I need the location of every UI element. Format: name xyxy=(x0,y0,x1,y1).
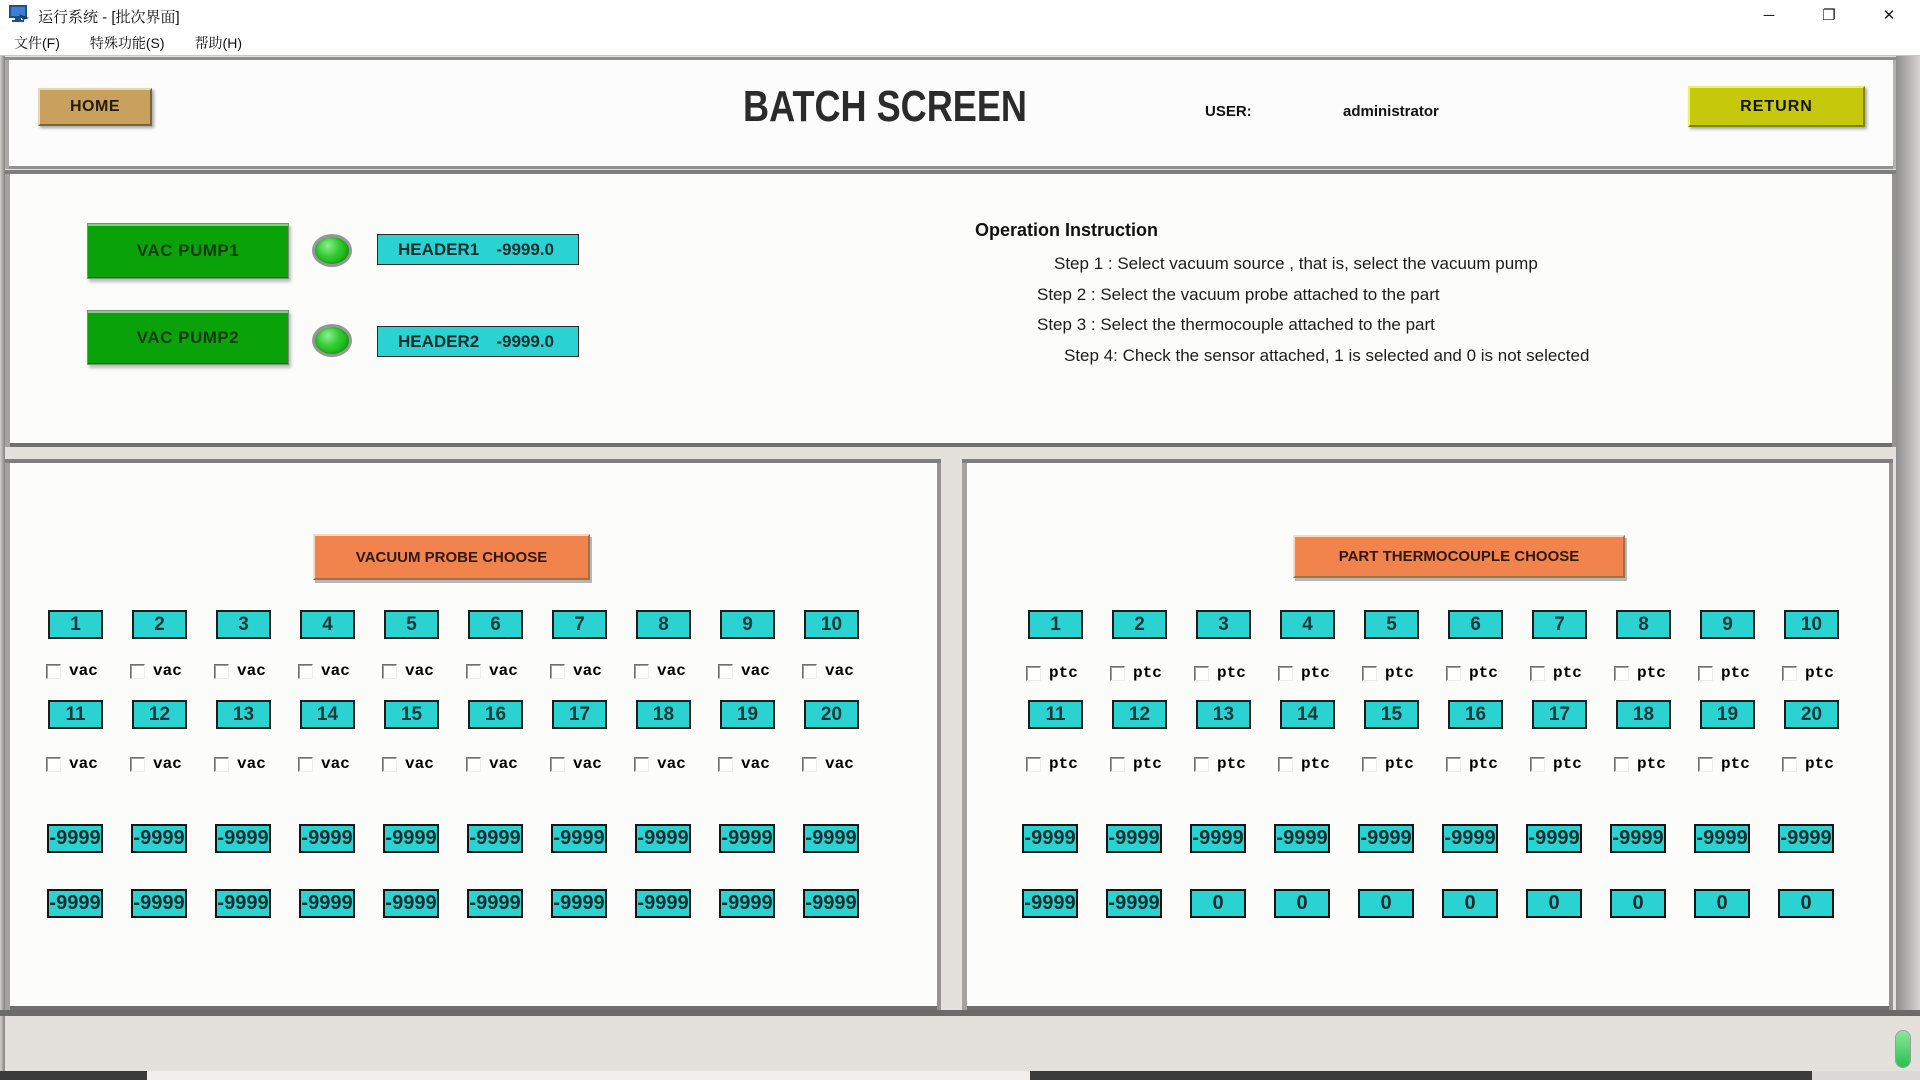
checkbox-label: vac xyxy=(69,755,98,773)
tc-number-row-1 xyxy=(1028,610,1839,639)
value-display: -9999 xyxy=(551,824,607,853)
channel-number-box: 18 xyxy=(636,700,691,729)
channel-number-box: 5 xyxy=(384,610,439,639)
panel-bottom-edge xyxy=(0,1010,1920,1016)
value-display: -9999 xyxy=(47,824,103,853)
sensor-checkbox[interactable] xyxy=(634,664,649,679)
pump1-status-led xyxy=(315,237,349,264)
sensor-checkbox-cell xyxy=(1782,755,1837,773)
vacuum-probe-panel xyxy=(5,459,941,1010)
checkbox-label: ptc xyxy=(1553,755,1582,773)
value-display: -9999 xyxy=(1358,824,1414,853)
vac-pump2-button[interactable]: VAC PUMP2 xyxy=(87,310,289,365)
value-display: -9999 xyxy=(1022,889,1078,918)
sensor-checkbox-cell xyxy=(46,755,101,773)
channel-number-box: 9 xyxy=(720,610,775,639)
sensor-checkbox-cell xyxy=(1026,664,1081,682)
sensor-checkbox[interactable] xyxy=(1194,666,1209,681)
sensor-checkbox[interactable] xyxy=(1614,757,1629,772)
checkbox-label: ptc xyxy=(1805,755,1834,773)
value-display: 0 xyxy=(1610,889,1666,918)
channel-number-box: 19 xyxy=(720,700,775,729)
tc-value-row-2 xyxy=(1022,889,1834,918)
checkbox-label: vac xyxy=(489,662,518,680)
value-display: -9999 xyxy=(1778,824,1834,853)
home-button[interactable]: HOME xyxy=(38,88,152,126)
sensor-checkbox[interactable] xyxy=(130,757,145,772)
value-display: -9999 xyxy=(1610,824,1666,853)
probe-value-row-2 xyxy=(47,889,859,918)
checkbox-label: ptc xyxy=(1553,664,1582,682)
sensor-checkbox[interactable] xyxy=(214,664,229,679)
sensor-checkbox-cell xyxy=(1614,755,1669,773)
channel-number-box: 18 xyxy=(1616,700,1671,729)
channel-number-box: 16 xyxy=(1448,700,1503,729)
sensor-checkbox-cell xyxy=(550,662,605,680)
channel-number-box: 3 xyxy=(1196,610,1251,639)
channel-number-box: 20 xyxy=(804,700,859,729)
channel-number-box: 4 xyxy=(1280,610,1335,639)
channel-number-box: 1 xyxy=(48,610,103,639)
return-button[interactable]: RETURN xyxy=(1688,86,1865,127)
sensor-checkbox-cell xyxy=(214,755,269,773)
checkbox-label: ptc xyxy=(1133,664,1162,682)
value-display: -9999 xyxy=(299,889,355,918)
sensor-checkbox-cell xyxy=(1194,755,1249,773)
sensor-checkbox-cell xyxy=(130,662,185,680)
sensor-checkbox[interactable] xyxy=(1278,666,1293,681)
value-display: -9999 xyxy=(131,824,187,853)
sensor-checkbox-cell xyxy=(298,662,353,680)
scrollbar-corner xyxy=(1812,1071,1920,1080)
channel-number-box: 12 xyxy=(132,700,187,729)
channel-number-box: 2 xyxy=(1112,610,1167,639)
checkbox-label: ptc xyxy=(1469,664,1498,682)
value-display: -9999 xyxy=(1694,824,1750,853)
sensor-checkbox-cell xyxy=(466,662,521,680)
checkbox-label: vac xyxy=(825,755,854,773)
menu-file[interactable]: 文件(F) xyxy=(14,34,60,51)
channel-number-box: 20 xyxy=(1784,700,1839,729)
sensor-checkbox[interactable] xyxy=(1698,666,1713,681)
value-display: -9999 xyxy=(803,824,859,853)
checkbox-label: vac xyxy=(741,662,770,680)
menu-help[interactable]: 帮助(H) xyxy=(194,34,242,51)
checkbox-label: ptc xyxy=(1217,664,1246,682)
probe-number-row-1 xyxy=(48,610,859,639)
channel-number-box: 6 xyxy=(468,610,523,639)
sensor-checkbox[interactable] xyxy=(1782,757,1797,772)
checkbox-label: ptc xyxy=(1721,664,1750,682)
value-display: 0 xyxy=(1274,889,1330,918)
value-display: -9999 xyxy=(1106,824,1162,853)
value-display: -9999 xyxy=(383,889,439,918)
value-display: 0 xyxy=(1778,889,1834,918)
sensor-checkbox-cell xyxy=(718,755,773,773)
checkbox-label: vac xyxy=(825,662,854,680)
tc-number-row-2 xyxy=(1028,700,1839,729)
sensor-checkbox-cell xyxy=(1614,664,1669,682)
thermocouple-panel xyxy=(962,459,1893,1010)
value-display: -9999 xyxy=(467,824,523,853)
value-display: -9999 xyxy=(551,889,607,918)
checkbox-label: vac xyxy=(405,662,434,680)
value-display: -9999 xyxy=(131,889,187,918)
checkbox-label: vac xyxy=(573,662,602,680)
sensor-checkbox-cell xyxy=(802,755,857,773)
checkbox-label: vac xyxy=(69,662,98,680)
sensor-checkbox-cell xyxy=(214,662,269,680)
checkbox-label: ptc xyxy=(1049,664,1078,682)
channel-number-box: 11 xyxy=(1028,700,1083,729)
channel-number-box: 17 xyxy=(1532,700,1587,729)
sensor-checkbox[interactable] xyxy=(1110,666,1125,681)
value-display: -9999 xyxy=(1526,824,1582,853)
channel-number-box: 5 xyxy=(1364,610,1419,639)
header2-display xyxy=(377,326,579,357)
channel-number-box: 8 xyxy=(1616,610,1671,639)
instruction-step-4: Step 4: Check the sensor attached, 1 is selected and 0 is not selected xyxy=(1064,346,1590,365)
value-display: -9999 xyxy=(635,824,691,853)
sensor-checkbox-cell xyxy=(1110,755,1165,773)
sensor-checkbox[interactable] xyxy=(802,664,817,679)
sensor-checkbox[interactable] xyxy=(214,757,229,772)
page-title: BATCH SCREEN xyxy=(743,82,1027,131)
checkbox-label: ptc xyxy=(1385,664,1414,682)
channel-number-box: 2 xyxy=(132,610,187,639)
value-display: -9999 xyxy=(215,824,271,853)
header1-label: HEADER1 xyxy=(398,239,480,259)
channel-number-box: 12 xyxy=(1112,700,1167,729)
channel-number-box: 11 xyxy=(48,700,103,729)
sensor-checkbox[interactable] xyxy=(466,757,481,772)
sensor-checkbox-cell xyxy=(634,662,689,680)
sensor-checkbox-cell xyxy=(1110,664,1165,682)
instruction-step-2: Step 2 : Select the vacuum probe attached to the part xyxy=(1037,285,1440,304)
header1-value: -9999.0 xyxy=(496,239,554,259)
channel-number-box: 10 xyxy=(1784,610,1839,639)
probe-checkbox-row-1 xyxy=(46,662,857,680)
sensor-checkbox[interactable] xyxy=(1362,666,1377,681)
sensor-checkbox[interactable] xyxy=(382,664,397,679)
sensor-checkbox[interactable] xyxy=(1446,757,1461,772)
checkbox-label: vac xyxy=(153,662,182,680)
header1-display xyxy=(377,234,579,265)
sensor-checkbox-cell xyxy=(1530,755,1585,773)
sensor-checkbox[interactable] xyxy=(550,664,565,679)
channel-number-box: 19 xyxy=(1700,700,1755,729)
channel-number-box: 13 xyxy=(1196,700,1251,729)
header-band xyxy=(5,57,1896,169)
channel-number-box: 15 xyxy=(384,700,439,729)
instruction-step-1: Step 1 : Select vacuum source , that is, select the vacuum pump xyxy=(1054,254,1538,273)
channel-number-box: 7 xyxy=(1532,610,1587,639)
checkbox-label: ptc xyxy=(1469,755,1498,773)
sensor-checkbox-cell xyxy=(718,662,773,680)
channel-number-box: 15 xyxy=(1364,700,1419,729)
sensor-checkbox[interactable] xyxy=(298,757,313,772)
sensor-checkbox[interactable] xyxy=(802,757,817,772)
sensor-checkbox[interactable] xyxy=(466,664,481,679)
value-display: 0 xyxy=(1694,889,1750,918)
checkbox-label: vac xyxy=(657,662,686,680)
channel-number-box: 1 xyxy=(1028,610,1083,639)
sensor-checkbox-cell xyxy=(1278,755,1333,773)
checkbox-label: vac xyxy=(237,755,266,773)
restore-button[interactable]: ❐ xyxy=(1822,7,1836,24)
sensor-checkbox[interactable] xyxy=(1026,666,1041,681)
window-titlebar xyxy=(0,0,1920,31)
sensor-checkbox-cell xyxy=(1446,755,1501,773)
minimize-button[interactable]: ─ xyxy=(1763,6,1775,24)
checkbox-label: vac xyxy=(657,755,686,773)
value-display: -9999 xyxy=(1442,824,1498,853)
part-thermocouple-choose-button[interactable]: PART THERMOCOUPLE CHOOSE xyxy=(1293,535,1625,578)
instructions-title: Operation Instruction xyxy=(975,220,1159,240)
checkbox-label: ptc xyxy=(1049,755,1078,773)
value-display: -9999 xyxy=(383,824,439,853)
user-value: administrator xyxy=(1343,103,1439,120)
checkbox-label: vac xyxy=(573,755,602,773)
tc-checkbox-row-1 xyxy=(1026,664,1837,682)
sensor-checkbox[interactable] xyxy=(46,664,61,679)
checkbox-label: ptc xyxy=(1637,664,1666,682)
sensor-checkbox[interactable] xyxy=(382,757,397,772)
vac-pump1-button[interactable]: VAC PUMP1 xyxy=(87,223,289,279)
sensor-checkbox-cell xyxy=(1194,664,1249,682)
channel-number-box: 13 xyxy=(216,700,271,729)
value-display: -9999 xyxy=(299,824,355,853)
value-display: 0 xyxy=(1526,889,1582,918)
sensor-checkbox[interactable] xyxy=(1446,666,1461,681)
vertical-scrollbar-thumb[interactable] xyxy=(1896,1031,1910,1067)
value-display: 0 xyxy=(1190,889,1246,918)
sensor-checkbox-cell xyxy=(634,755,689,773)
app-icon xyxy=(9,5,31,25)
value-display: -9999 xyxy=(635,889,691,918)
sensor-checkbox[interactable] xyxy=(1362,757,1377,772)
sensor-checkbox[interactable] xyxy=(634,757,649,772)
value-display: 0 xyxy=(1358,889,1414,918)
sensor-checkbox-cell xyxy=(1698,664,1753,682)
sensor-checkbox-cell xyxy=(1782,664,1837,682)
value-display: -9999 xyxy=(467,889,523,918)
sensor-checkbox[interactable] xyxy=(718,664,733,679)
menubar xyxy=(0,30,1920,56)
probe-checkbox-row-2 xyxy=(46,755,857,773)
channel-number-box: 9 xyxy=(1700,610,1755,639)
probe-value-row-1 xyxy=(47,824,859,853)
checkbox-label: vac xyxy=(741,755,770,773)
value-display: -9999 xyxy=(1022,824,1078,853)
sensor-checkbox[interactable] xyxy=(1278,757,1293,772)
sensor-checkbox[interactable] xyxy=(718,757,733,772)
value-display: -9999 xyxy=(719,889,775,918)
close-button[interactable]: ✕ xyxy=(1882,7,1896,24)
checkbox-label: vac xyxy=(237,662,266,680)
channel-number-box: 6 xyxy=(1448,610,1503,639)
channel-number-box: 8 xyxy=(636,610,691,639)
sensor-checkbox-cell xyxy=(46,662,101,680)
channel-number-box: 17 xyxy=(552,700,607,729)
pump2-status-led xyxy=(315,327,349,354)
sensor-checkbox-cell xyxy=(1698,755,1753,773)
right-bevel xyxy=(1896,56,1920,1010)
vacuum-probe-choose-button[interactable]: VACUUM PROBE CHOOSE xyxy=(313,534,590,580)
horizontal-scrollbar-thumb[interactable] xyxy=(147,1071,1030,1080)
sensor-checkbox[interactable] xyxy=(1614,666,1629,681)
sensor-checkbox-cell xyxy=(382,662,437,680)
sensor-checkbox[interactable] xyxy=(1110,757,1125,772)
tc-checkbox-row-2 xyxy=(1026,755,1837,773)
sensor-checkbox-cell xyxy=(298,755,353,773)
sensor-checkbox-cell xyxy=(550,755,605,773)
sensor-checkbox[interactable] xyxy=(1698,757,1713,772)
sensor-checkbox-cell xyxy=(130,755,185,773)
value-display: -9999 xyxy=(1274,824,1330,853)
checkbox-label: ptc xyxy=(1301,755,1330,773)
checkbox-label: vac xyxy=(153,755,182,773)
pump-selection-panel xyxy=(5,170,1896,447)
probe-number-row-2 xyxy=(48,700,859,729)
checkbox-label: ptc xyxy=(1301,664,1330,682)
channel-number-box: 3 xyxy=(216,610,271,639)
sensor-checkbox-cell xyxy=(1362,664,1417,682)
sensor-checkbox-cell xyxy=(1362,755,1417,773)
checkbox-label: vac xyxy=(321,662,350,680)
user-label: USER: xyxy=(1205,103,1252,120)
channel-number-box: 14 xyxy=(300,700,355,729)
sensor-checkbox[interactable] xyxy=(1530,757,1545,772)
channel-number-box: 10 xyxy=(804,610,859,639)
sensor-checkbox[interactable] xyxy=(550,757,565,772)
sensor-checkbox-cell xyxy=(802,662,857,680)
channel-number-box: 14 xyxy=(1280,700,1335,729)
sensor-checkbox-cell xyxy=(1530,664,1585,682)
sensor-checkbox-cell xyxy=(1278,664,1333,682)
sensor-checkbox-cell xyxy=(1026,755,1081,773)
tc-value-row-1 xyxy=(1022,824,1834,853)
channel-number-box: 4 xyxy=(300,610,355,639)
header2-value: -9999.0 xyxy=(496,331,554,351)
checkbox-label: ptc xyxy=(1637,755,1666,773)
checkbox-label: vac xyxy=(405,755,434,773)
sensor-checkbox[interactable] xyxy=(1026,757,1041,772)
channel-number-box: 7 xyxy=(552,610,607,639)
sensor-checkbox[interactable] xyxy=(1782,666,1797,681)
value-display: -9999 xyxy=(215,889,271,918)
checkbox-label: ptc xyxy=(1133,755,1162,773)
channel-number-box: 16 xyxy=(468,700,523,729)
checkbox-label: vac xyxy=(321,755,350,773)
sensor-checkbox[interactable] xyxy=(130,664,145,679)
menu-special-functions[interactable]: 特殊功能(S) xyxy=(89,34,165,51)
checkbox-label: ptc xyxy=(1805,664,1834,682)
sensor-checkbox[interactable] xyxy=(1530,666,1545,681)
value-display: -9999 xyxy=(1190,824,1246,853)
sensor-checkbox-cell xyxy=(382,755,437,773)
value-display: -9999 xyxy=(719,824,775,853)
checkbox-label: vac xyxy=(489,755,518,773)
sensor-checkbox[interactable] xyxy=(298,664,313,679)
checkbox-label: ptc xyxy=(1721,755,1750,773)
window-title: 运行系统 - [批次界面] xyxy=(38,9,180,26)
sensor-checkbox-cell xyxy=(1446,664,1501,682)
instruction-step-3: Step 3 : Select the thermocouple attached to the part xyxy=(1037,315,1435,334)
header2-label: HEADER2 xyxy=(398,331,480,351)
value-display: 0 xyxy=(1442,889,1498,918)
checkbox-label: ptc xyxy=(1385,755,1414,773)
sensor-checkbox[interactable] xyxy=(46,757,61,772)
sensor-checkbox-cell xyxy=(466,755,521,773)
value-display: -9999 xyxy=(803,889,859,918)
value-display: -9999 xyxy=(1106,889,1162,918)
checkbox-label: ptc xyxy=(1217,755,1246,773)
value-display: -9999 xyxy=(47,889,103,918)
sensor-checkbox[interactable] xyxy=(1194,757,1209,772)
